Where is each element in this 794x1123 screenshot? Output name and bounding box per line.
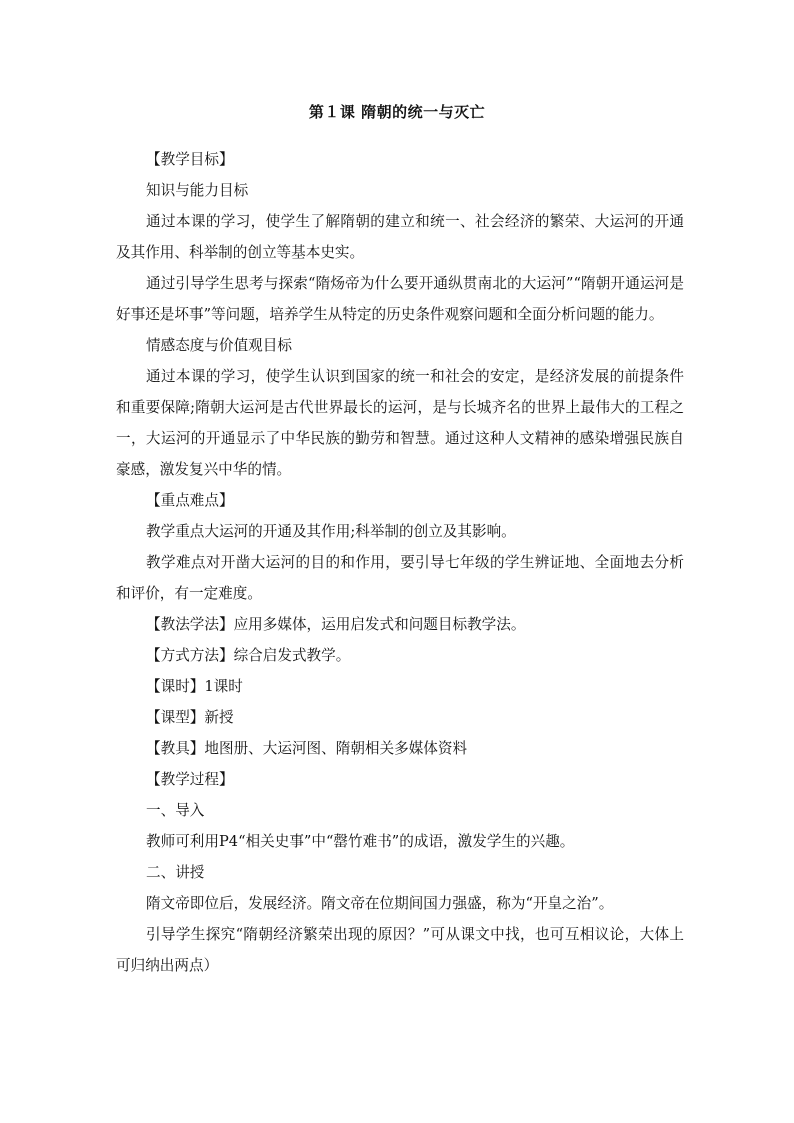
paragraph-class-hours: 【课时】1课时 <box>146 678 243 695</box>
subheading-introduction: 一、导入 <box>146 802 205 819</box>
paragraph: 通过本课的学习，使学生了解隋朝的建立和统一、社会经济的繁荣、大运河的开通及其作用、科举制的创立等基本史实。 <box>116 213 684 261</box>
subheading-emotion-values: 情感态度与价值观目标 <box>146 337 292 354</box>
paragraph: 教学重点大运河的开通及其作用;科举制的创立及其影响。 <box>146 523 516 540</box>
document-title: 第１课 隋朝的统一与灭亡 <box>308 103 486 121</box>
document-body <box>116 144 684 981</box>
section-heading-teaching-process: 【教学过程】 <box>146 771 234 788</box>
subheading-lecture: 二、讲授 <box>146 864 205 881</box>
paragraph-approach: 【方式方法】综合启发式教学。 <box>146 647 351 664</box>
paragraph: 隋文帝即位后，发展经济。隋文帝在位期间国力强盛，称为“开皇之治”。 <box>146 895 614 912</box>
paragraph: 引导学生探究“隋朝经济繁荣出现的原因？”可从课文中找，也可互相议论，大体上可归纳出两点） <box>116 926 684 974</box>
section-heading-teaching-objectives: 【教学目标】 <box>146 151 234 168</box>
paragraph-lesson-type: 【课型】新授 <box>146 709 234 726</box>
section-heading-key-difficult-points: 【重点难点】 <box>146 492 234 509</box>
paragraph: 教学难点对开凿大运河的目的和作用，要引导七年级的学生辨证地、全面地去分析和评价，有一定难度。 <box>116 554 684 602</box>
paragraph-teaching-methods: 【教法学法】应用多媒体，运用启发式和问题目标教学法。 <box>146 616 526 633</box>
paragraph: 通过本课的学习，使学生认识到国家的统一和社会的安定，是经济发展的前提条件和重要保障;隋朝大运河是古代世界最长的运河，是与长城齐名的世界上最伟大的工程之一，大运河的开通显示了中华民族的勤劳和智慧。通过这种人文精神的感染增强民族自豪感，激发复兴中华的情。 <box>116 368 684 478</box>
paragraph: 通过引导学生思考与探索“隋炀帝为什么要开通纵贯南北的大运河”“隋朝开通运河是好事还是坏事”等问题，培养学生从特定的历史条件观察问题和全面分析问题的能力。 <box>116 275 684 323</box>
paragraph: 教师可利用P4“相关史事”中“罄竹难书”的成语，激发学生的兴趣。 <box>146 833 575 850</box>
paragraph-teaching-aids: 【教具】地图册、大运河图、隋朝相关多媒体资料 <box>146 740 468 757</box>
subheading-knowledge-ability: 知识与能力目标 <box>146 182 249 199</box>
